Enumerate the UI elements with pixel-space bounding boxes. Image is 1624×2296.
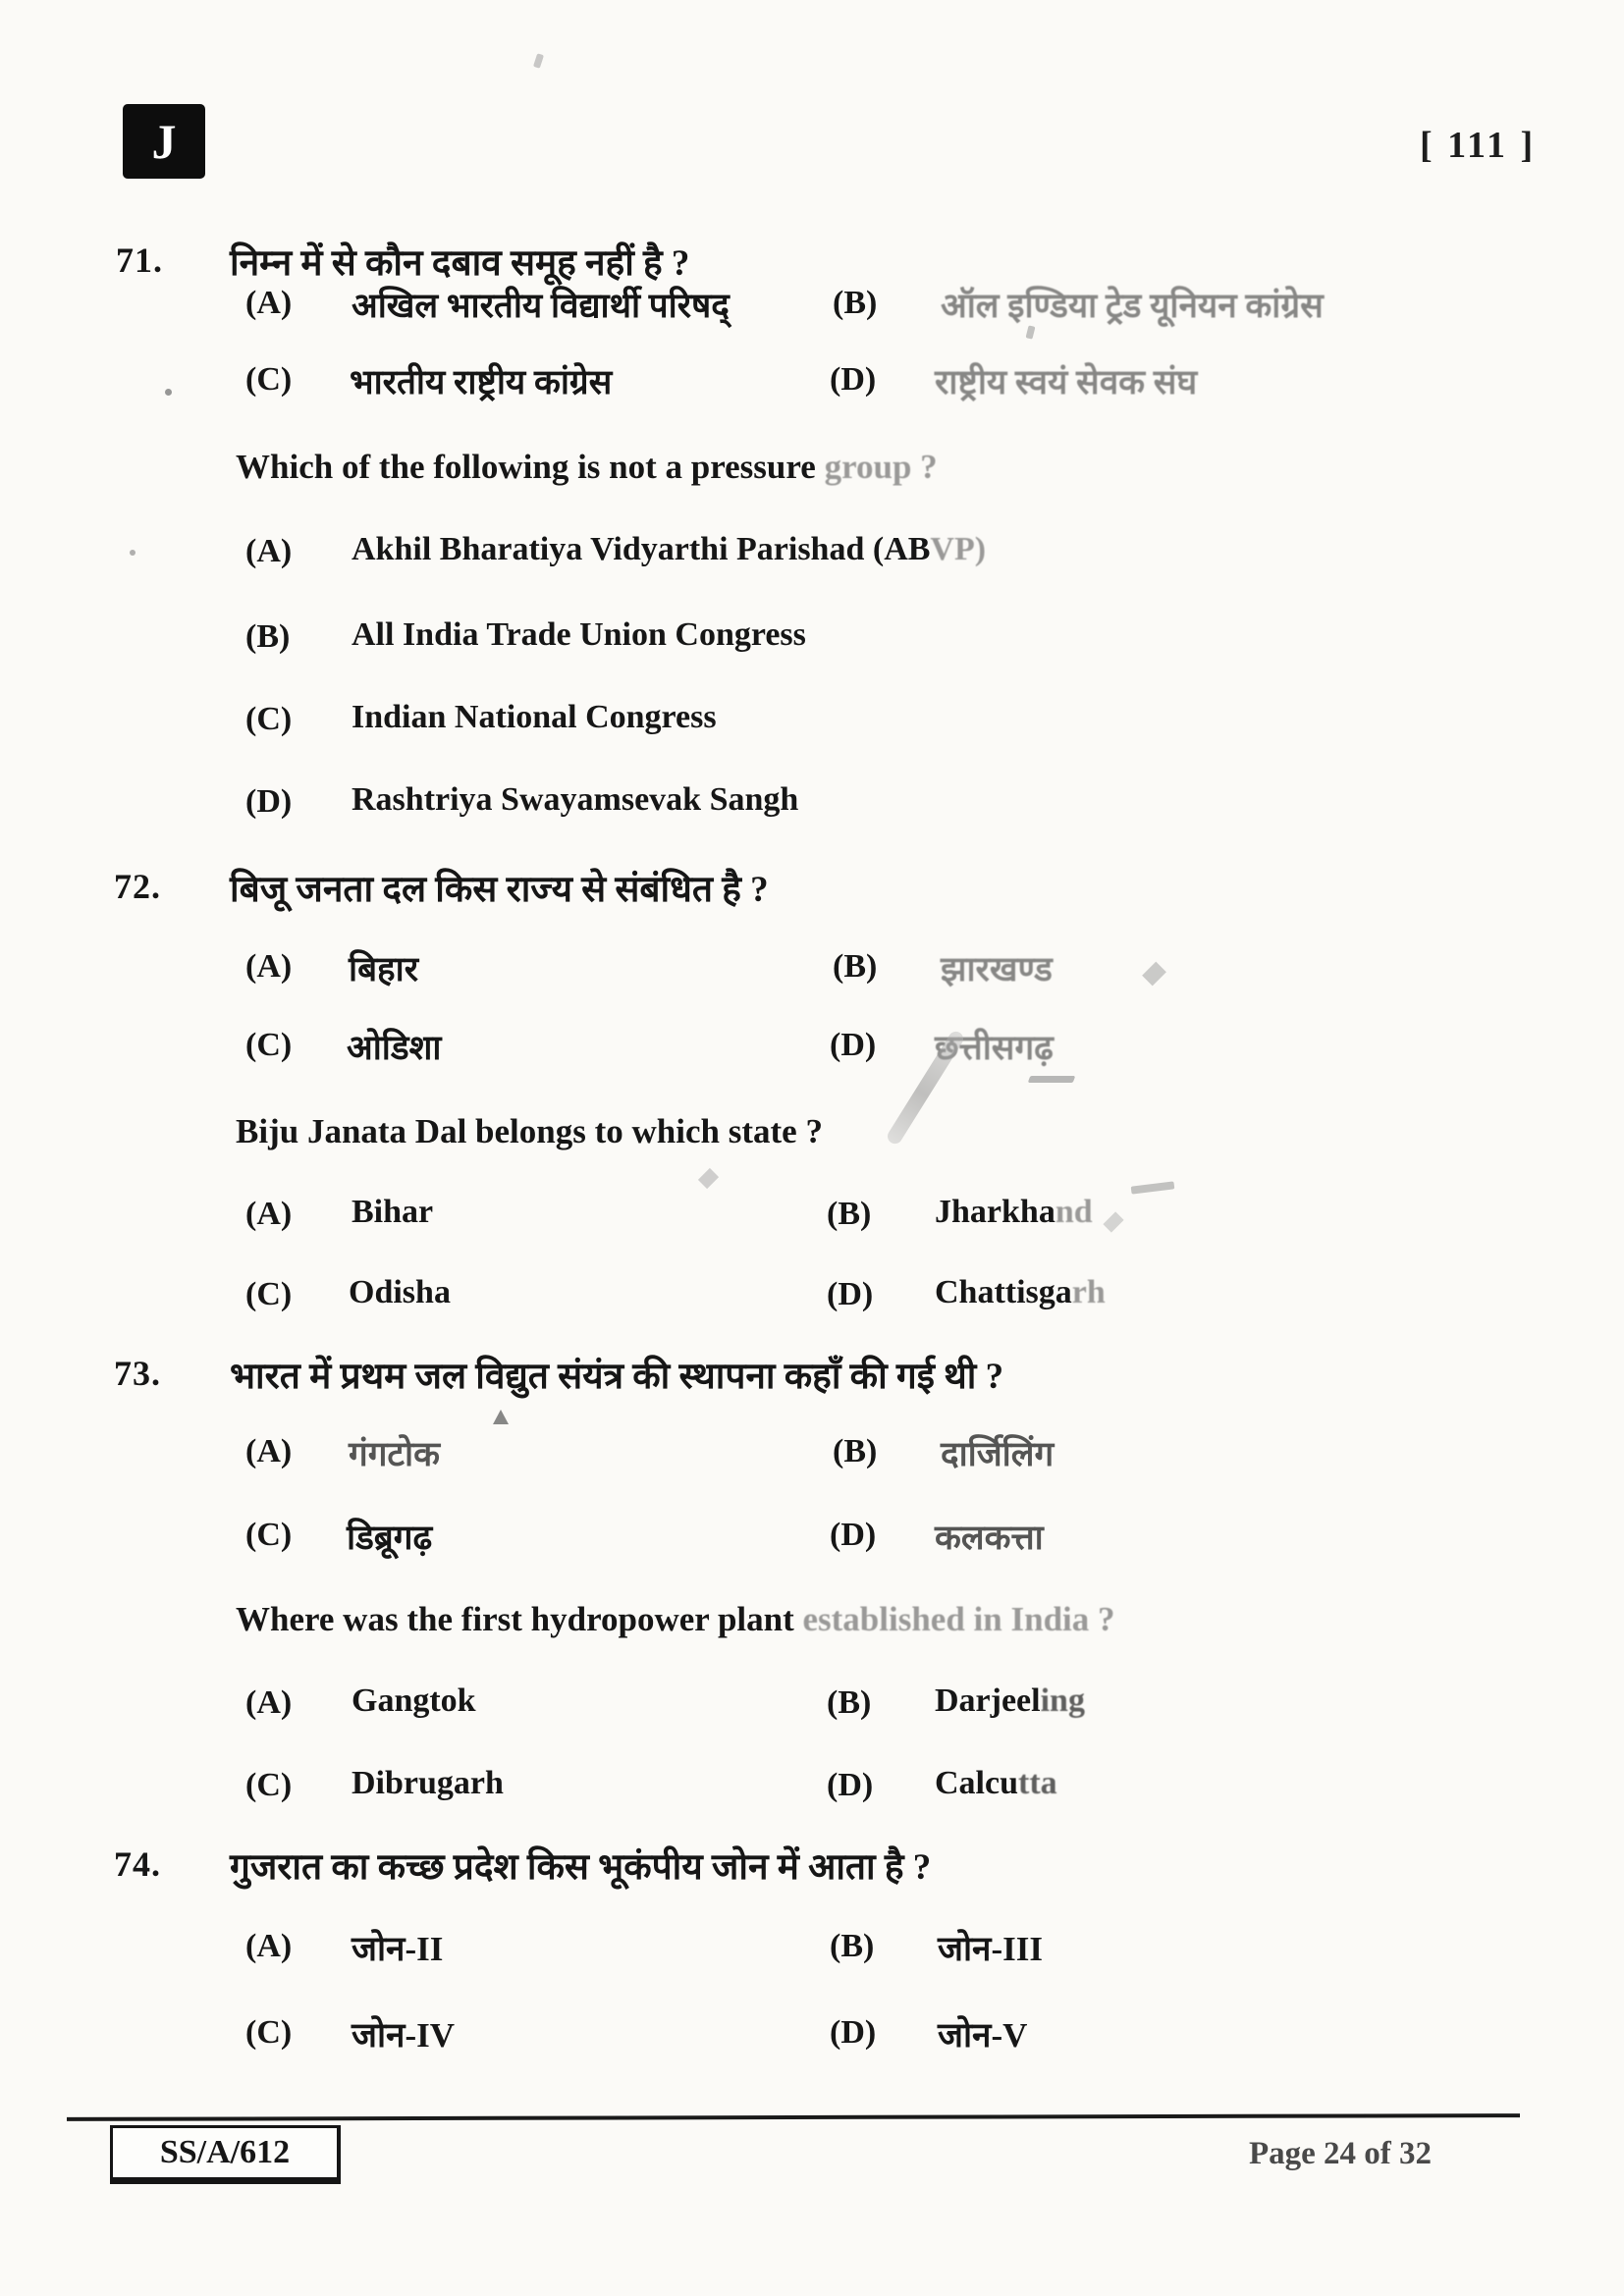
option-text: Gangtok bbox=[352, 1682, 476, 1719]
option-text bbox=[935, 1682, 1085, 1720]
option-text-main: Akhil Bharatiya Vidyarthi Parishad (AB bbox=[352, 531, 931, 567]
option-text-main: Jharkha bbox=[935, 1194, 1056, 1230]
page-info: Page 24 of 32 bbox=[1249, 2136, 1433, 2171]
option-label: (C) bbox=[245, 701, 293, 737]
option-text-faded: ing bbox=[1040, 1682, 1085, 1719]
question-text-english bbox=[236, 1600, 1115, 1639]
option-text bbox=[352, 531, 986, 568]
option-text: भारतीय राष्ट्रीय कांग्रेस bbox=[350, 363, 613, 401]
option-text-main: Chattisga bbox=[935, 1274, 1072, 1310]
scan-artifact bbox=[130, 550, 135, 556]
option-text: ओडिशा bbox=[347, 1029, 442, 1067]
option-text: छत्तीसगढ़ bbox=[935, 1029, 1054, 1067]
question-text-hindi: गुजरात का कच्छ प्रदेश किस भूकंपीय जोन में आता है ? bbox=[230, 1847, 932, 1888]
booklet-code: SS/A/612 bbox=[110, 2125, 341, 2184]
option-text: All India Trade Union Congress bbox=[352, 616, 806, 653]
option-text-faded: VP) bbox=[930, 531, 987, 567]
option-label: (A) bbox=[245, 1928, 293, 1964]
option-label: (A) bbox=[245, 1433, 293, 1469]
option-text: जोन-IV bbox=[352, 2016, 456, 2055]
option-label: (C) bbox=[245, 2014, 293, 2051]
question-text-hindi: निम्न में से कौन दबाव समूह नहीं है ? bbox=[230, 243, 690, 284]
option-label: (D) bbox=[245, 783, 293, 820]
option-text: अखिल भारतीय विद्यार्थी परिषद् bbox=[352, 287, 730, 325]
option-text bbox=[935, 1765, 1057, 1802]
question-number: 73. bbox=[114, 1354, 161, 1393]
question-number: 71. bbox=[116, 240, 163, 280]
option-label: (B) bbox=[833, 285, 878, 321]
scan-artifact bbox=[698, 1168, 719, 1189]
question-text-hindi: बिजू जनता दल किस राज्य से संबंधित है ? bbox=[230, 870, 769, 910]
option-text: Indian National Congress bbox=[352, 699, 717, 735]
scan-artifact bbox=[533, 53, 544, 68]
scan-artifact bbox=[493, 1410, 509, 1424]
option-label: (B) bbox=[830, 1928, 875, 1964]
option-text: गंगटोक bbox=[349, 1435, 440, 1473]
option-label: (A) bbox=[245, 1684, 293, 1721]
question-text-hindi: भारत में प्रथम जल विद्युत संयंत्र की स्थापना कहाँ की गई थी ? bbox=[230, 1357, 1004, 1397]
option-label: (A) bbox=[245, 1196, 293, 1232]
option-label: (B) bbox=[245, 618, 291, 655]
question-number: 72. bbox=[114, 867, 161, 906]
footer-rule bbox=[67, 2113, 1520, 2121]
option-text: Dibrugarh bbox=[352, 1765, 504, 1801]
question-number: 74. bbox=[114, 1844, 161, 1884]
option-text: राष्ट्रीय स्वयं सेवक संघ bbox=[935, 363, 1198, 401]
scan-artifact bbox=[165, 389, 172, 396]
option-label: (C) bbox=[245, 361, 293, 398]
option-text: झारखण्ड bbox=[941, 950, 1053, 988]
option-text-faded: nd bbox=[1055, 1194, 1093, 1230]
question-text-english bbox=[236, 448, 938, 487]
option-text: बिहार bbox=[349, 950, 419, 988]
question-text-main: Which of the following is not a pressure bbox=[236, 448, 816, 486]
option-label: (C) bbox=[245, 1027, 293, 1063]
option-text-main: Darjeel bbox=[935, 1682, 1041, 1719]
scan-artifact bbox=[1131, 1181, 1175, 1194]
option-label: (D) bbox=[827, 1767, 874, 1803]
option-text bbox=[935, 1274, 1106, 1311]
set-code-badge: J bbox=[125, 106, 203, 177]
option-label: (C) bbox=[245, 1517, 293, 1553]
option-text bbox=[935, 1194, 1093, 1231]
question-text-english: Biju Janata Dal belongs to which state ? bbox=[236, 1112, 823, 1150]
question-text-faded: established in India ? bbox=[793, 1600, 1115, 1638]
option-text-faded: tta bbox=[1018, 1765, 1057, 1801]
option-text: ऑल इण्डिया ट्रेड यूनियन कांग्रेस bbox=[941, 287, 1324, 325]
option-text: जोन-V bbox=[938, 2016, 1028, 2055]
option-text-main: Calcu bbox=[935, 1765, 1018, 1801]
option-text-faded: rh bbox=[1071, 1274, 1106, 1310]
option-label: (A) bbox=[245, 285, 293, 321]
option-text: Bihar bbox=[352, 1194, 434, 1230]
option-label: (C) bbox=[245, 1767, 293, 1803]
option-text: जोन-II bbox=[352, 1930, 444, 1968]
option-label: (D) bbox=[830, 2014, 877, 2051]
option-label: (D) bbox=[827, 1276, 874, 1312]
option-text: कलकत्ता bbox=[935, 1519, 1044, 1557]
option-label: (A) bbox=[245, 948, 293, 985]
question-text-main: Where was the first hydropower plant bbox=[236, 1600, 794, 1638]
option-label: (D) bbox=[830, 1517, 877, 1553]
option-label: (D) bbox=[830, 1027, 877, 1063]
scan-artifact bbox=[1028, 1076, 1076, 1083]
option-text: डिब्रूगढ़ bbox=[347, 1519, 433, 1557]
scan-artifact bbox=[1103, 1211, 1123, 1232]
option-label: (B) bbox=[833, 948, 878, 985]
option-text: दार्जिलिंग bbox=[941, 1435, 1055, 1473]
option-label: (B) bbox=[833, 1433, 878, 1469]
option-label: (A) bbox=[245, 533, 293, 569]
option-text: जोन-III bbox=[938, 1930, 1043, 1968]
option-label: (B) bbox=[827, 1684, 872, 1721]
option-label: (B) bbox=[827, 1196, 872, 1232]
page-number-bracket: [ 111 ] bbox=[1420, 125, 1537, 166]
question-text-faded: group ? bbox=[815, 448, 938, 486]
option-text: Odisha bbox=[349, 1274, 451, 1310]
option-label: (D) bbox=[830, 361, 877, 398]
option-label: (C) bbox=[245, 1276, 293, 1312]
option-text: Rashtriya Swayamsevak Sangh bbox=[352, 781, 799, 818]
scan-artifact bbox=[1142, 962, 1166, 987]
